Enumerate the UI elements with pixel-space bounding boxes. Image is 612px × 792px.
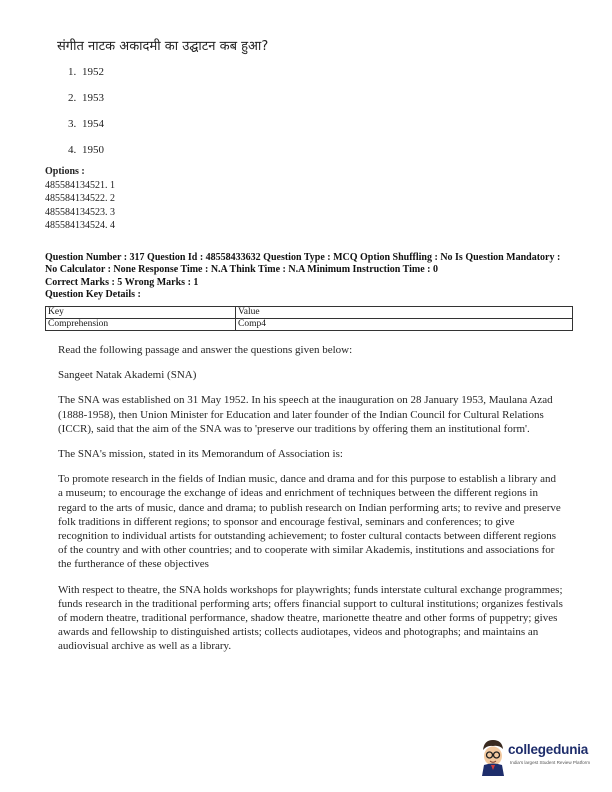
question-meta xyxy=(45,252,575,302)
meta-line: No Calculator : None Response Time : N.A Think Time : N.A Minimum Instruction Time : 0 xyxy=(45,264,438,276)
table-cell-value: Comp4 xyxy=(236,319,573,331)
choice-text: 1954 xyxy=(82,118,104,130)
passage-paragraph: The SNA was established on 31 May 1952. In his speech at the inauguration on 28 January 1953, Maulana Azad (1888-1958), then Union Minister for Education and later founder of the Indian Council for Cultural Relations (ICCR), said that the aim of the SNA was to 'preserve our traditions by offering them an institutional form'. xyxy=(58,394,553,435)
mascot-icon xyxy=(478,736,508,776)
table-header-value: Value xyxy=(236,307,573,319)
passage xyxy=(58,343,563,665)
logo-brand-text: collegedunia xyxy=(508,742,589,757)
choice-number: 2. xyxy=(68,92,77,104)
passage-paragraph: The SNA's mission, stated in its Memorandum of Association is: xyxy=(58,448,343,461)
meta-line: Question Number : 317 Question Id : 48558433632 Question Type : MCQ Option Shuffling : No Is Question Mandatory : xyxy=(45,252,561,263)
table-header-key: Key xyxy=(46,307,236,319)
option-id: 485584134522. 2 xyxy=(45,193,115,205)
choice-text: 1953 xyxy=(82,92,104,104)
question-key-table xyxy=(45,306,573,331)
choice-number: 1. xyxy=(68,66,77,78)
options-block xyxy=(45,165,115,233)
passage-heading: Sangeet Natak Akademi (SNA) xyxy=(58,369,197,382)
table-row xyxy=(46,319,573,331)
passage-intro: Read the following passage and answer the questions given below: xyxy=(58,344,353,356)
logo-tagline: India's largest Student Review Platform xyxy=(510,760,591,765)
options-title: Options : xyxy=(45,166,85,177)
table-cell-key: Comprehension xyxy=(46,319,236,331)
passage-paragraph: To promote research in the fields of Indian music, dance and drama and for this purpose to establish a library and a museum; to encourage the exchange of ideas and enrichment of techniques between the different regions in regard to the arts of music, dance and drama; to publish research on Indian performing arts; to revive and preserve folk traditions in different regions; to sponsor and encourage festival, seminars and conferences; to give recognition to individual artists for outstanding achievement; to foster cultural contacts between different regions of the country and with other countries; and to cooperate with similar Akademis, institutions and associations for the furtherance of these objectives xyxy=(58,473,561,571)
question-text: संगीत नाटक अकादमी का उद्घाटन कब हुआ? xyxy=(57,39,269,54)
option-id: 485584134521. 1 xyxy=(45,179,115,191)
choice-text: 1952 xyxy=(82,66,104,78)
choice-3 xyxy=(68,118,104,130)
passage-paragraph: With respect to theatre, the SNA holds workshops for playwrights; funds interstate cultural exchange programmes; funds research in the traditional performing arts; offers financial support to cultural institutions; organizes festivals of modern theatre, traditional performance, shadow theatre, marionette theatre and other forms of puppetry; gives awards and fellowship to distinguished artists; collects audiotapes, videos and photographs; and maintains an audiovisual archive as well as a library. xyxy=(58,583,563,653)
choice-1 xyxy=(68,66,104,78)
option-id: 485584134523. 3 xyxy=(45,206,115,218)
meta-line: Correct Marks : 5 Wrong Marks : 1 xyxy=(45,276,199,288)
choice-number: 3. xyxy=(68,118,77,130)
table-header-row xyxy=(46,307,573,319)
choice-number: 4. xyxy=(68,144,77,156)
choice-text: 1950 xyxy=(82,144,104,156)
meta-line: Question Key Details : xyxy=(45,289,141,301)
collegedunia-logo xyxy=(478,736,608,780)
option-id: 485584134524. 4 xyxy=(45,220,115,232)
choice-2 xyxy=(68,92,104,104)
choice-4 xyxy=(68,144,104,156)
